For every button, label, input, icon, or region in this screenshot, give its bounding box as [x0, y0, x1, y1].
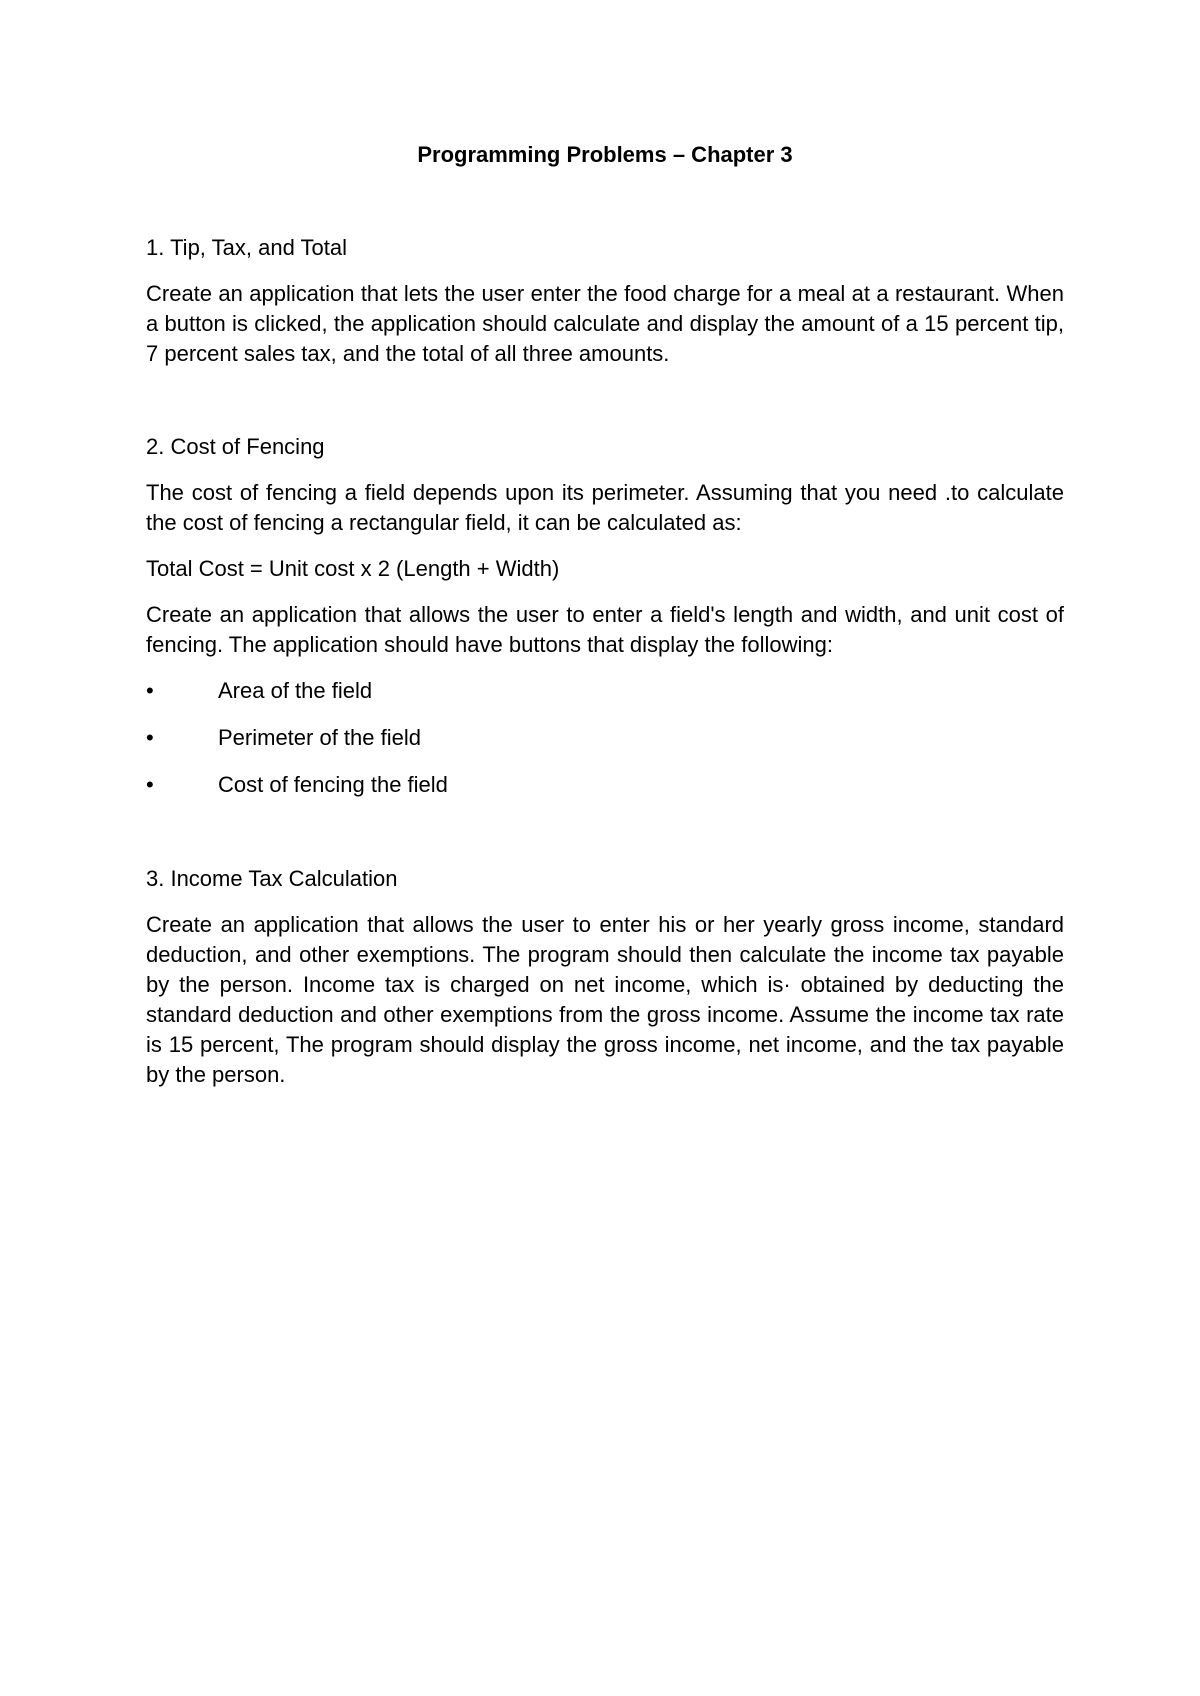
bullet-icon: • — [146, 772, 154, 797]
problem-description: Create an application that lets the user enter the food charge for a meal at a restaurant. When a button is clicked, the application should calculate and display the amount of a 15 percent tip, 7 percent sales tax, and the total of all three amounts. — [146, 281, 1064, 366]
list-item-label: Area of the field — [218, 678, 373, 703]
problem-section-2 — [146, 432, 1064, 800]
list-item — [146, 723, 1064, 753]
list-item-label: Perimeter of the field — [218, 725, 421, 750]
problem-description: Create an application that allows the user to enter a field's length and width, and unit cost of fencing. The application should have buttons that display the following: — [146, 602, 1064, 657]
problem-description: Create an application that allows the user to enter his or her yearly gross income, standard deduction, and other exemptions. The program should then calculate the income tax payable by the person. Income tax is charged on net income, which is· obtained by deducting the standard deduction and other exemptions from the gross income. Assume the income tax rate is 15 percent, The program should display the gross income, net income, and the tax payable by the person. — [146, 912, 1064, 1087]
list-item-label: Cost of fencing the field — [218, 772, 448, 797]
problem-section-3 — [146, 864, 1064, 1090]
bullet-icon: • — [146, 678, 154, 703]
problem-heading: 2. Cost of Fencing — [146, 434, 325, 459]
document-content — [146, 140, 1064, 1106]
list-item — [146, 770, 1064, 800]
requirements-list — [146, 676, 1064, 800]
problem-description: The cost of fencing a field depends upon its perimeter. Assuming that you need .to calculate the cost of fencing a rectangular field, it can be calculated as: — [146, 480, 1064, 535]
list-item — [146, 676, 1064, 706]
problem-heading: 3. Income Tax Calculation — [146, 866, 398, 891]
document-title: Programming Problems – Chapter 3 — [417, 142, 793, 167]
formula-line: Total Cost = Unit cost x 2 (Length + Width) — [146, 556, 560, 581]
problem-heading: 1. Tip, Tax, and Total — [146, 235, 347, 260]
bullet-icon: • — [146, 725, 154, 750]
problem-section-1 — [146, 233, 1064, 369]
section-spacer — [146, 817, 1064, 864]
section-spacer — [146, 385, 1064, 432]
